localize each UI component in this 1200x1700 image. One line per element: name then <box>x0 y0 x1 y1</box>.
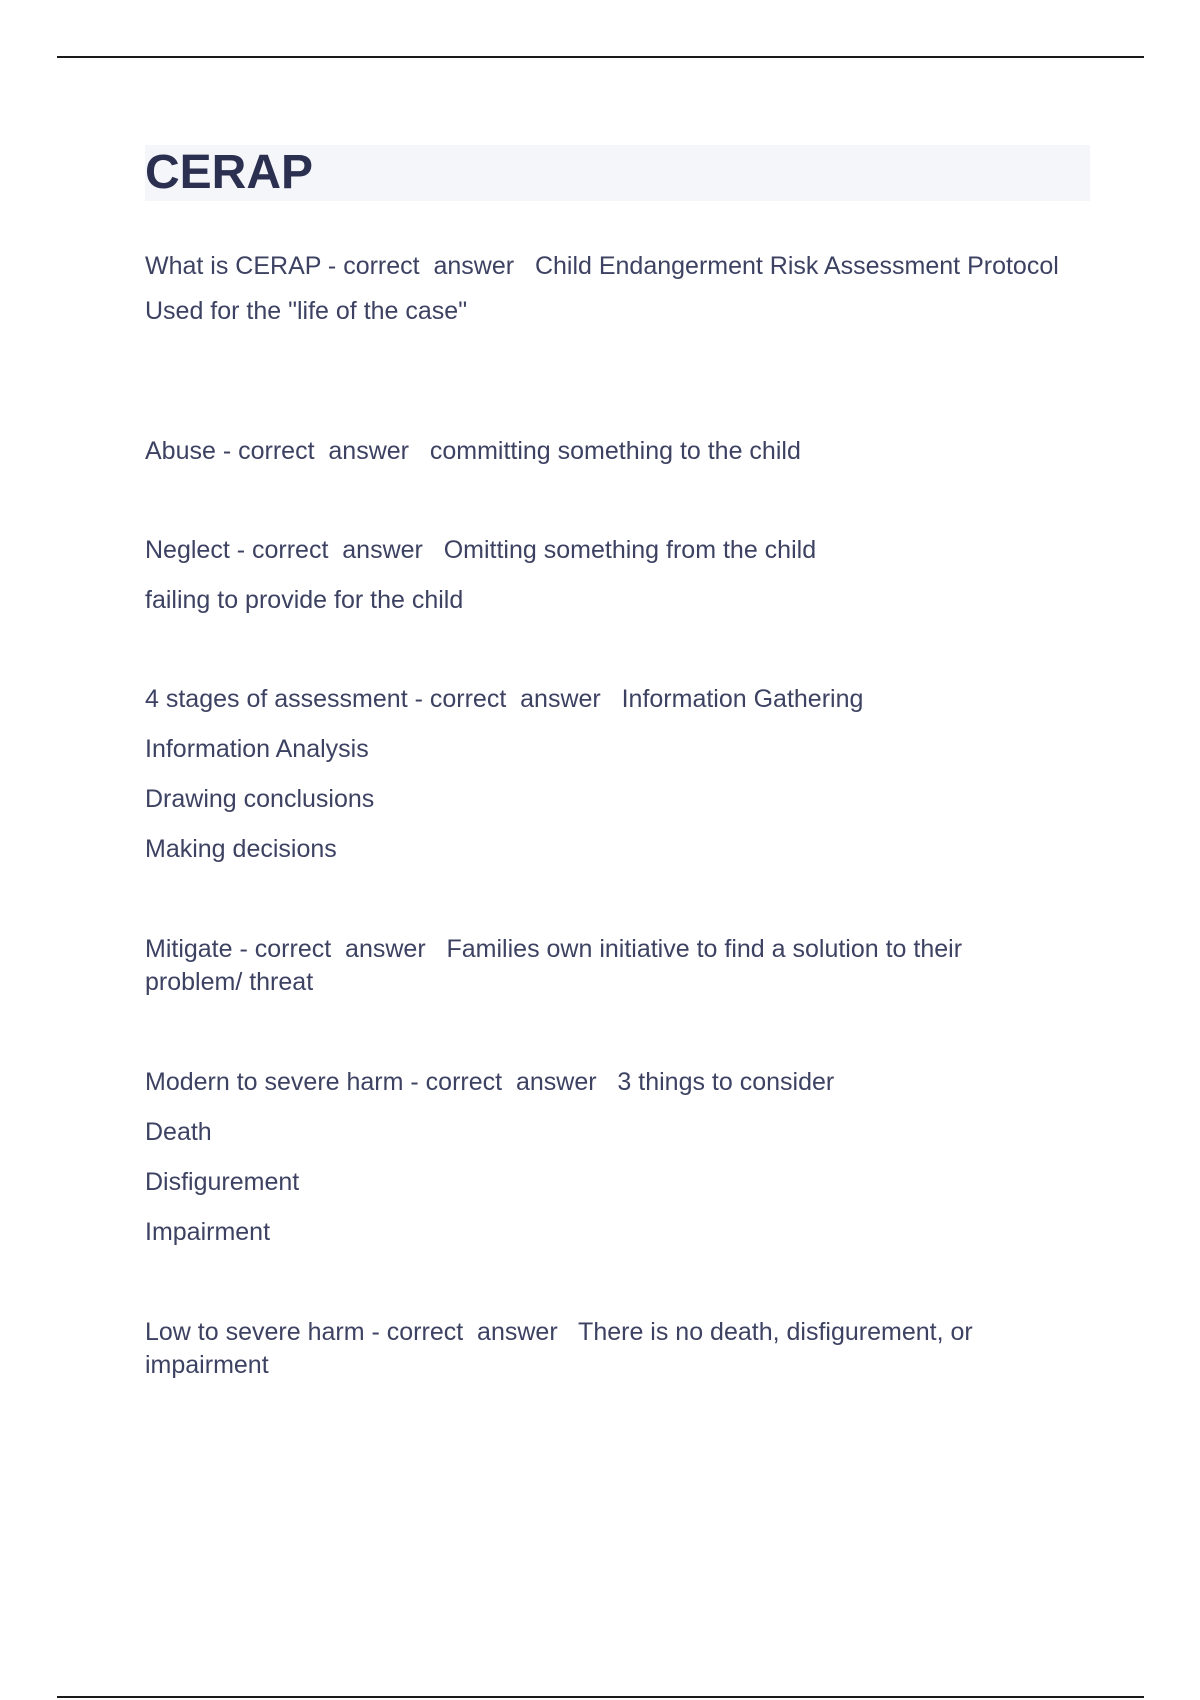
qa-item-moderate-harm <box>145 1066 1065 1249</box>
qa-answer: Families own initiative to find a solution to their problem/ threat <box>145 935 963 996</box>
qa-question-line <box>145 250 1065 283</box>
qa-answer: Omitting something from the child <box>443 536 817 564</box>
qa-answer-line: Information Analysis <box>145 735 369 763</box>
qa-separator: - correct answer <box>403 1068 618 1096</box>
qa-item-4-stages <box>145 683 1065 866</box>
qa-answer: There is no death, disfigurement, or impairment <box>145 1318 973 1379</box>
qa-question-line <box>145 1316 1065 1382</box>
qa-term: Modern to severe harm <box>145 1068 404 1096</box>
qa-separator: - correct answer <box>364 1318 579 1346</box>
qa-item-neglect <box>145 534 1065 617</box>
qa-term: Mitigate <box>145 935 233 963</box>
qa-term: Neglect <box>145 536 230 564</box>
qa-term: What is CERAP <box>145 252 321 280</box>
qa-question-line <box>145 933 1065 999</box>
qa-item-mitigate <box>145 933 1065 999</box>
qa-item-cerap <box>145 250 1065 328</box>
qa-answer: committing something to the child <box>429 437 801 465</box>
qa-separator: - correct answer <box>229 536 444 564</box>
qa-separator: - correct answer <box>232 935 447 963</box>
qa-term: Abuse <box>145 437 216 465</box>
qa-answer-line: Drawing conclusions <box>145 785 375 813</box>
qa-question-line <box>145 534 1065 567</box>
bottom-rule <box>57 1696 1144 1698</box>
qa-separator: - correct answer <box>215 437 430 465</box>
qa-item-low-harm <box>145 1316 1065 1382</box>
qa-answer: Information Gathering <box>621 685 864 713</box>
qa-question-line <box>145 435 1065 468</box>
qa-separator: - correct answer <box>407 685 622 713</box>
qa-answer-line: Making decisions <box>145 835 337 863</box>
qa-term: Low to severe harm <box>145 1318 365 1346</box>
qa-answer-line: Disfigurement <box>145 1168 300 1196</box>
qa-answer-line: Used for the "life of the case" <box>145 297 468 325</box>
qa-answer-line: Death <box>145 1118 212 1146</box>
top-rule <box>57 56 1144 58</box>
qa-answer-line: Impairment <box>145 1218 271 1246</box>
qa-term: 4 stages of assessment <box>145 685 408 713</box>
qa-answer: Child Endangerment Risk Assessment Protocol <box>534 252 1059 280</box>
qa-question-line <box>145 683 1065 716</box>
qa-answer-line: failing to provide for the child <box>145 586 464 614</box>
qa-separator: - correct answer <box>320 252 535 280</box>
qa-item-abuse <box>145 435 1065 468</box>
page-title: CERAP <box>145 146 314 199</box>
qa-question-line <box>145 1066 1065 1099</box>
qa-answer: 3 things to consider <box>617 1068 835 1096</box>
